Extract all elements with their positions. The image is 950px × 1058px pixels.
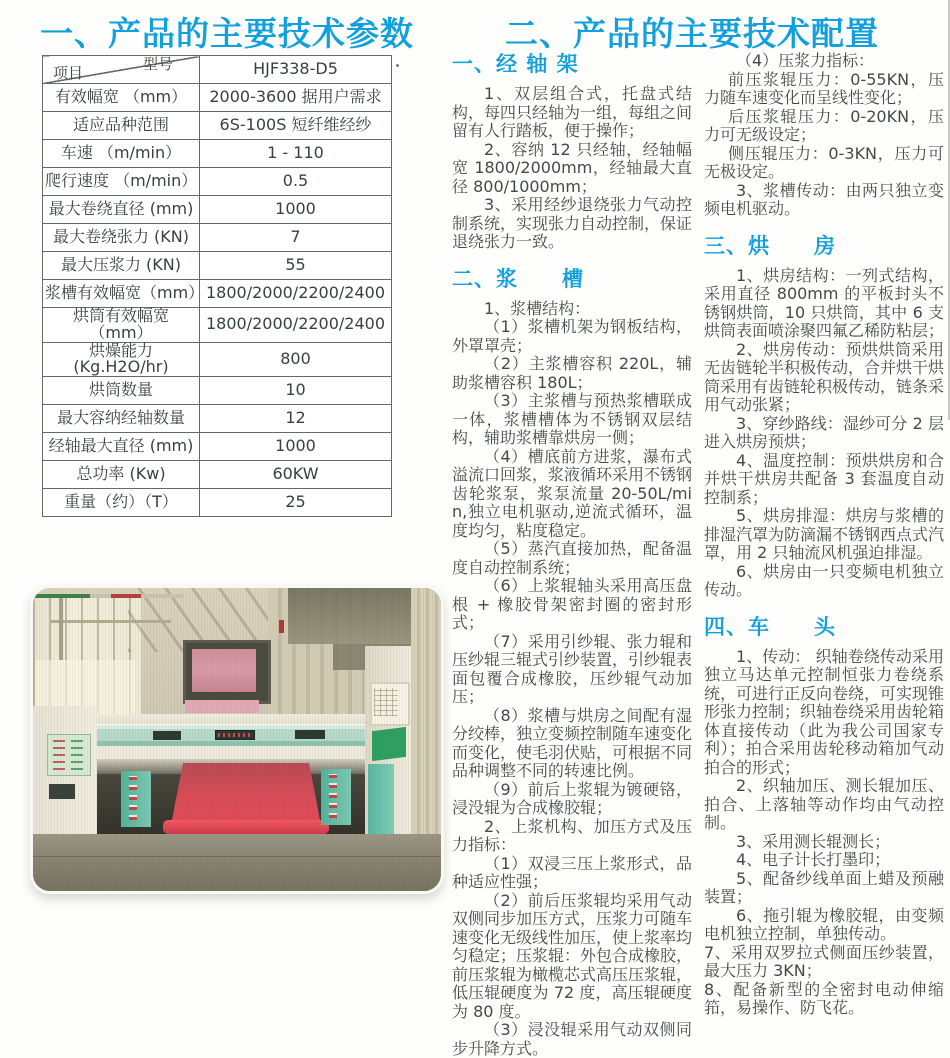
spec-label: 车速 （m/min） xyxy=(43,140,200,168)
spec-row xyxy=(43,489,392,517)
spec-paragraph: 8、配备新型的全密封电动伸缩筘，易操作、防飞花。 xyxy=(704,979,944,1017)
spec-label: 经轴最大直径 (mm) xyxy=(43,433,200,461)
section-heading: 一、经 轴 架 xyxy=(452,52,579,76)
spec-value: 60KW xyxy=(200,461,392,489)
spec-paragraph: 3、穿纱路线：湿纱可分 2 层进入烘房预烘； xyxy=(704,413,944,451)
spec-label: 最大压浆力 (KN) xyxy=(43,252,200,280)
photo-scanline-texture xyxy=(33,588,441,891)
spec-label: 有效幅宽 （mm） xyxy=(43,84,200,112)
spec-paragraph: 1、传动： 织轴卷绕传动采用独立马达单元控制恒张力卷绕系统，可进行正反向卷绕，可实现锥形张力控制；织轴卷绕采用齿轮箱体直接传动（此为我公司国家专利）；拍合采用齿轮移动箱加气动拍合的形式； xyxy=(704,646,945,777)
spec-row xyxy=(43,461,392,489)
spec-row xyxy=(43,84,392,112)
spec-row xyxy=(43,112,392,140)
spec-paragraph: 2、烘房传动：预烘烘筒采用无齿链轮半积极传动，合并烘干烘筒采用有齿链轮积极传动，链条采用气动张紧； xyxy=(704,339,945,414)
spec-row xyxy=(43,252,392,280)
spec-label: 最大容纳经轴数量 xyxy=(43,405,200,433)
spec-paragraph: （3）主浆槽与预热浆槽联成一体，浆槽槽体为不锈钢双层结构，辅助浆槽靠烘房一侧； xyxy=(452,391,692,447)
spec-value: 800 xyxy=(200,342,392,377)
spec-value: 25 xyxy=(200,489,392,517)
spec-paragraph: 1、双层组合式，托盘式结构，每四只经轴为一组，每组之间留有人行踏板，便于操作； xyxy=(452,84,693,140)
spec-label: 烘筒数量 xyxy=(43,377,200,405)
spec-value: 10 xyxy=(200,377,392,405)
spec-value: 1000 xyxy=(200,433,392,461)
config-column-2 xyxy=(704,52,944,1018)
spec-paragraph: 3、浆槽传动：由两只独立变频电机驱动。 xyxy=(704,180,944,218)
spec-paragraph: 2、上浆机构、加压方式及压力指标： xyxy=(452,816,692,854)
spec-paragraph: 3、采用经纱退绕张力气动控制系统，实现张力自动控制，保证退绕张力一致。 xyxy=(452,195,693,251)
spec-paragraph: （5）蒸汽直接加热，配备温度自动控制系统； xyxy=(452,539,692,577)
spec-value: 1800/2000/2200/2400 xyxy=(200,308,392,343)
spec-paragraph: 6、拖引辊为橡胶辊，由变频电机独立控制，单独传动。 xyxy=(704,905,944,943)
spec-label: 最大卷绕张力 (KN) xyxy=(43,224,200,252)
spec-label: 爬行速度 （m/min） xyxy=(43,168,200,196)
spec-paragraph: （7）采用引纱辊、张力辊和压纱辊三辊式引纱装置，引纱辊表面包覆合成橡胶，压纱辊气动加压； xyxy=(452,631,693,706)
spec-value: 1800/2000/2200/2400 xyxy=(200,280,392,308)
spec-paragraph: 5、烘房排湿：烘房与浆槽的排湿汽罩为防滴漏不锈钢西点式汽罩，用 2 只轴流风机强迫排湿。 xyxy=(704,506,945,562)
spec-model-value: HJF338-D5 xyxy=(200,56,392,84)
spec-paragraph: （6）上浆辊轴头采用高压盘根 + 橡胶骨架密封圈的密封形式； xyxy=(452,576,692,632)
machine-photo xyxy=(30,585,444,894)
spec-row xyxy=(43,196,392,224)
spec-paragraph: （9）前后上浆辊为镀硬铬，浸没辊为合成橡胶辊； xyxy=(452,779,692,817)
spec-row xyxy=(43,433,392,461)
corner-label-item: 项目 xyxy=(53,64,84,83)
spec-paragraph: 前压浆辊压力：0-55KN，压力随车速变化而呈线性变化； xyxy=(704,69,944,107)
spec-label: 适应品种范围 xyxy=(43,112,200,140)
spec-table-body xyxy=(43,56,392,517)
page-title-configuration: 二、产品的主要技术配置 xyxy=(505,14,879,53)
spec-value: 0.5 xyxy=(200,168,392,196)
spec-paragraph: 2、容纳 12 只经轴，经轴幅宽 1800/2000mm，经轴最大直径 800/1000mm； xyxy=(452,139,692,196)
spec-label: 烘筒有效幅宽 （mm） xyxy=(43,308,200,343)
spec-value: 7 xyxy=(200,224,392,252)
spec-label: 浆槽有效幅宽（mm） xyxy=(43,280,200,308)
spec-paragraph: （2）主浆槽容积 220L，辅助浆槽容积 180L； xyxy=(452,354,692,392)
spec-row xyxy=(43,377,392,405)
spec-label: 重量（约）（T） xyxy=(43,489,200,517)
spec-value: 6S-100S 短纤维经纱 xyxy=(200,112,392,140)
spec-row xyxy=(43,308,392,343)
spec-paragraph: 侧压辊压力：0-3KN，压力可无极设定。 xyxy=(704,143,944,181)
section-heading: 四、车 头 xyxy=(704,614,836,639)
spec-paragraph: （1）浆槽机架为钢板结构，外罩罩壳； xyxy=(452,317,692,355)
spec-label: 烘燥能力 (Kg.H2O/hr) xyxy=(43,342,200,377)
spec-paragraph: （2）前后压浆辊均采用气动双侧同步加压方式，压浆力可随车速变化无级线性加压，使上浆率均匀稳定；压浆辊：外包合成橡胶，前压浆辊为橄榄芯式高压压浆辊，低压辊硬度为 72 度，高压辊硬度为 80 度。 xyxy=(452,890,693,1021)
spec-row xyxy=(43,280,392,308)
spec-paragraph: 7、采用双罗拉式侧面压纱装置，最大压力 3KN； xyxy=(704,942,944,980)
spec-table xyxy=(42,55,392,517)
spec-value: 1 - 110 xyxy=(200,140,392,168)
spec-row xyxy=(43,140,392,168)
spec-label: 总功率 (Kw) xyxy=(43,461,200,489)
config-column-1 xyxy=(452,52,692,1058)
spec-row xyxy=(43,168,392,196)
spec-paragraph: （3）浸没辊采用气动双侧同步升降方式。 xyxy=(452,1020,692,1058)
spec-paragraph: 5、配备纱线单面上蜡及预融装置； xyxy=(704,868,944,906)
spec-paragraph: 1、烘房结构：一列式结构，采用直径 800mm 的平板封头不锈钢烘筒，10 只烘筒，其中 6 支烘筒表面喷涂聚四氟乙稀防粘层； xyxy=(704,265,945,340)
spec-value: 1000 xyxy=(200,196,392,224)
spec-paragraph: （8）浆槽与烘房之间配有湿分绞棒，独立变频控制随车速变化而变化，使毛羽伏贴，可根据不同品种调整不同的转速比例。 xyxy=(452,705,693,780)
scan-noise-dot xyxy=(396,64,399,67)
section-heading: 二、浆 槽 xyxy=(452,266,584,291)
section-heading: 三、烘 房 xyxy=(704,233,836,258)
spec-paragraph: （4）槽底前方进浆，瀑布式溢流口回浆，浆液循环采用不锈钢齿轮浆泵，浆泵流量 20-50L/min,独立电机驱动,逆流式循环，温度均匀，粘度稳定。 xyxy=(452,446,693,540)
spec-value: 55 xyxy=(200,252,392,280)
spec-corner-cell xyxy=(43,56,200,84)
spec-header-row xyxy=(43,56,392,84)
spec-row xyxy=(43,342,392,377)
spec-row xyxy=(43,405,392,433)
spec-paragraph: （4）压浆力指标： xyxy=(736,51,875,70)
spec-value: 12 xyxy=(200,405,392,433)
spec-paragraph: 后压浆辊压力：0-20KN，压力可无级设定； xyxy=(704,106,944,144)
spec-paragraph: 6、烘房由一只变频电机独立传动。 xyxy=(704,561,944,599)
spec-value: 2000-3600 据用户需求 xyxy=(200,84,392,112)
corner-label-model: 型号 xyxy=(142,55,173,73)
page-title-parameters: 一、产品的主要技术参数 xyxy=(40,14,414,53)
spec-paragraph: 3、采用测长辊测长； xyxy=(736,831,891,851)
spec-paragraph: （1）双浸三压上浆形式，品种适应性强； xyxy=(452,853,692,891)
spec-paragraph: 4、温度控制：预烘烘房和合并烘干烘房共配备 3 套温度自动控制系； xyxy=(704,450,944,507)
spec-paragraph: 2、织轴加压、测长辊加压、拍合、上落轴等动作均由气动控制。 xyxy=(704,776,944,832)
spec-paragraph: 1、浆槽结构： xyxy=(484,298,591,318)
spec-paragraph: 4、电子计长打墨印； xyxy=(736,850,891,869)
spec-label: 最大卷绕直径 (mm) xyxy=(43,196,200,224)
spec-row xyxy=(43,224,392,252)
